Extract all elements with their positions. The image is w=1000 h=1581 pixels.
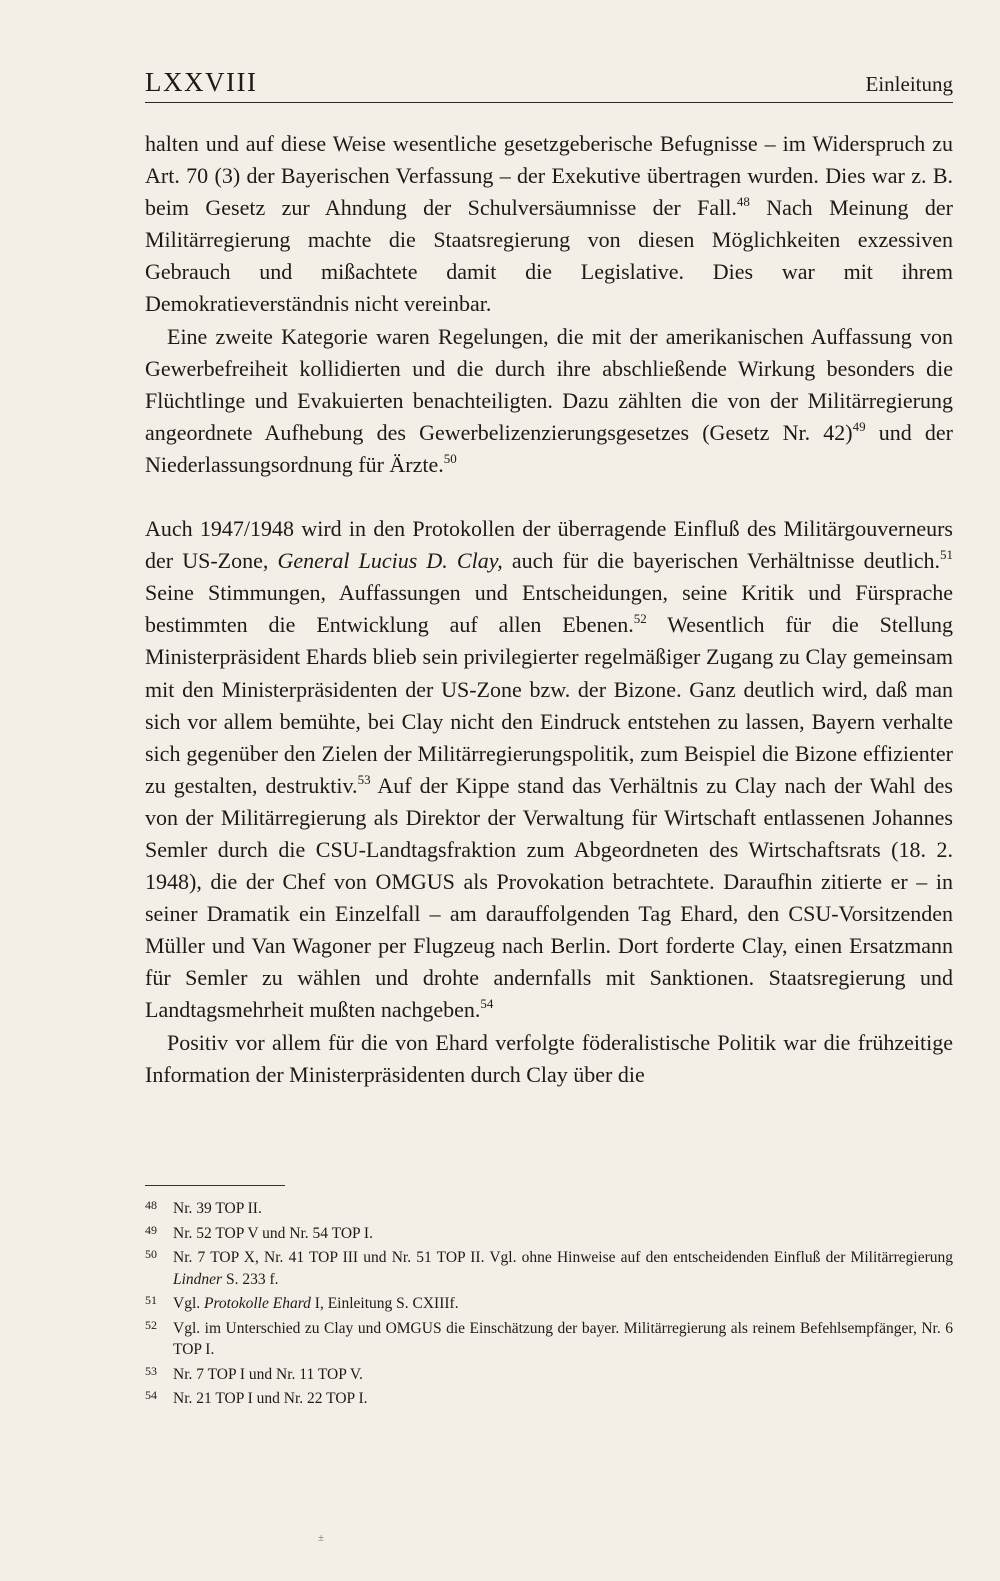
footnote-number: 49 (145, 1222, 157, 1237)
footnote-ref[interactable]: 51 (939, 547, 953, 563)
footnote-text: Vgl. im Unterschied zu Clay und OMGUS die Einschätzung der bayer. Militärregierung als reinem Befehlsempfänger, Nr. 6 TOP I. (173, 1319, 953, 1358)
footnote (145, 1293, 953, 1315)
footnote-number: 50 (145, 1247, 157, 1261)
page-header (145, 62, 953, 103)
footnote-number: 53 (145, 1363, 157, 1378)
footnote (145, 1198, 953, 1220)
footnote-text: Nr. 21 TOP I und Nr. 22 TOP I. (173, 1390, 368, 1407)
footnote-ref[interactable]: 48 (736, 194, 750, 210)
footnotes (145, 1198, 953, 1413)
footnote-ref[interactable]: 49 (852, 418, 866, 434)
paragraph-2: Eine zweite Kategorie waren Regelungen, die mit der amerikanischen Auffassung von Gewerbefreiheit kollidierten und die durch ihre abschließende Wirkung besonders die Flüchtlinge und Evakuierten benachteiligten. Dazu zählten die von der Militärregierung angeordnete Aufhebung des Gewerbelizenzierungsgesetzes (Gesetz Nr. 42)$^{49}$ und der Niederlassungsordnung für Ärzte.$^{50}$ (145, 323, 954, 477)
paragraph-3: Auch 1947/1948 wird in den Protokollen der überragende Einfluß des Militärgouverneurs der US-Zone, General Lucius D. Clay, auch für die bayerischen Verhältnisse deutlich.$^{51}$ Seine Stimmungen, Auffassungen und Entscheidungen, seine Kritik und Fürsprache bestimmten die Entwicklung auf allen Ebenen.$^{52}$ Wesentlich für die Stellung Ministerpräsident Ehards blieb sein privilegierter regelmäßiger Zugang zu Clay gemeinsam mit den Ministerpräsidenten der US-Zone bzw. der Bizone. Ganz deutlich wird, daß man sich vor allem bemühte, bei Clay nicht den Eindruck entstehen zu lassen, Bayern verhalte sich gegenüber den Zielen der Militärregierungspolitik, zum Beispiel die Bizone effizienter zu gestalten, destruktiv.$^{53}$ Auf der Kippe stand das Verhältnis zu Clay nach der Wahl des von der Militärregierung als Direktor der Verwaltung für Wirtschaft entlassenen Johannes Semler durch die CSU-Landtagsfraktion zum Abgeordneten des Wirtschaftsrats (18. 2. 1948), die der Chef von OMGUS als Provokation betrachtete. Daraufhin zitierte er – in seiner Dramatik ein Einzelfall – am darauffolgenden Tag Ehard, den CSU-Vorsitzenden Müller und Van Wagoner per Flugzeug nach Berlin. Dort forderte Clay, einen Ersatzmann für Semler zu wählen und drohte andernfalls mit Sanktionen. Staatsregierung und Landtagsmehrheit mußten nachgeben.$^{54}$ (145, 516, 953, 1023)
paragraph-1: halten und auf diese Weise wesentliche gesetzgeberische Befugnisse – im Widerspruch zu Art. 70 (3) der Bayerischen Verfassung – der Exekutive übertragen wurden. Dies war z. B. beim Gesetz zur Ahndung der Schulversäumnisse der Fall.$^{48}$ Nach Meinung der Militärregierung machte die Staatsregierung von diesen Möglichkeiten exzessiven Gebrauch und mißachtete damit die Legislative. Dies war mit ihrem Demokratieverständnis nicht vereinbar. (145, 131, 953, 317)
footnote (145, 1318, 953, 1361)
footnote-ref[interactable]: 52 (633, 611, 647, 627)
footnote-number: 48 (145, 1198, 157, 1212)
footnote-ref[interactable]: 53 (357, 771, 371, 787)
footnote-ref[interactable]: 50 (443, 450, 457, 466)
footnote-text: Nr. 7 TOP I und Nr. 11 TOP V. (173, 1365, 363, 1383)
footnote-text: Nr. 7 TOP X, Nr. 41 TOP III und Nr. 51 TOP II. Vgl. ohne Hinweise auf den entscheidenden Einfluß der Militärregierung Lindner S. 233 f. (173, 1249, 953, 1288)
footnote (145, 1223, 953, 1245)
paragraph-4: Positiv vor allem für die von Ehard verfolgte föderalistische Politik war die frühzeitige Information der Ministerpräsidenten durch Clay über die (145, 1029, 953, 1087)
body-text (145, 128, 953, 1091)
footnote-text: Nr. 39 TOP II. (173, 1200, 262, 1217)
footnote-divider (145, 1185, 285, 1186)
running-head: Einleitung (865, 72, 953, 96)
footnote-number: 51 (145, 1293, 157, 1307)
footnote-number: 54 (145, 1388, 157, 1402)
footnote-number: 52 (145, 1317, 157, 1332)
footnote-text: Vgl. Protokolle Ehard I, Einleitung S. CXIIIf. (173, 1295, 459, 1312)
italic-name: General Lucius D. Clay, (277, 548, 503, 574)
footnote (145, 1247, 953, 1290)
footnote-text: Nr. 52 TOP V und Nr. 54 TOP I. (173, 1224, 373, 1242)
page-mark: ± (318, 1532, 325, 1544)
footnote (145, 1364, 953, 1386)
footnote-ref[interactable]: 54 (480, 996, 494, 1012)
page-number: LXXVIII (145, 67, 258, 97)
footnote (145, 1388, 953, 1410)
